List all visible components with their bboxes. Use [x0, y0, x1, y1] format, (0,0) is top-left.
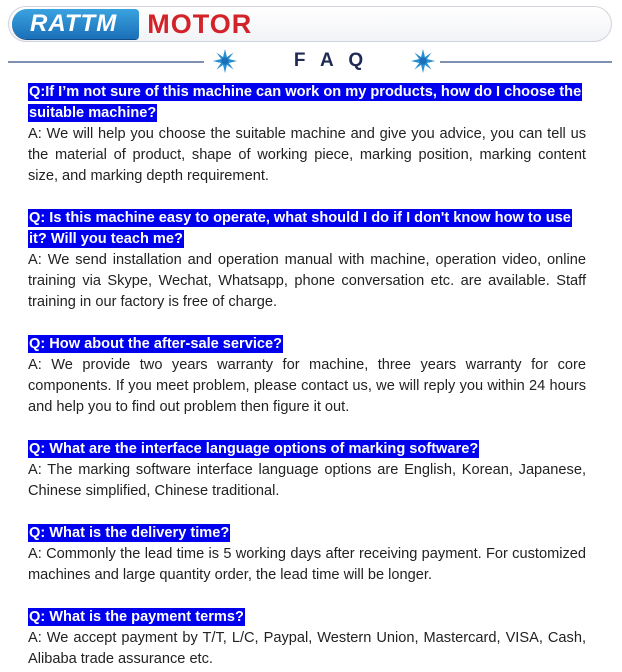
question-text: Q: What are the interface language options of marking software?	[29, 441, 479, 457]
divider-left	[8, 61, 204, 63]
faq-answer: A: We provide two years warranty for machine, three years warranty for core components. If you meet problem, please contact us, we will reply you within 24 hours and help you to find out problem then figure it out.	[28, 357, 586, 415]
faq-question	[28, 607, 586, 628]
brand-logo	[12, 9, 252, 39]
faq-answer: A: Commonly the lead time is 5 working days after receiving payment. For customized machines and large quantity order, the lead time will be longer.	[28, 546, 586, 583]
faq-question	[28, 334, 586, 355]
star-icon	[410, 48, 436, 74]
faq-question	[28, 82, 586, 124]
question-text: Q: What is the delivery time?	[29, 525, 230, 541]
faq-answer: A: We will help you choose the suitable machine and give you advice, you can tell us the material of product, shape of working piece, marking position, marking content size, and marking depth requirement.	[28, 126, 586, 184]
faq-item	[28, 208, 586, 313]
faq-question	[28, 439, 586, 460]
faq-answer: A: We send installation and operation manual with machine, operation video, online training via Skype, Wechat, Whatsapp, phone conversation etc. are available. Staff training in our factory is free of charge.	[28, 252, 586, 310]
brand-name-rattm: RATTM	[12, 9, 139, 39]
faq-answer: A: The marking software interface language options are English, Korean, Japanese, Chinese simplified, Chinese traditional.	[28, 462, 586, 499]
divider-right	[440, 61, 612, 63]
question-text: Q: Is this machine easy to operate, what should I do if I don't know how to use it? Will you teach me?	[29, 210, 571, 247]
star-icon	[212, 48, 238, 74]
faq-item	[28, 523, 586, 586]
faq-item	[28, 334, 586, 418]
faq-question	[28, 208, 586, 250]
faq-question	[28, 523, 586, 544]
faq-item	[28, 439, 586, 502]
faq-item	[28, 82, 586, 187]
question-text: Q:If I’m not sure of this machine can work on my products, how do I choose the suitable machine?	[29, 84, 582, 121]
faq-heading: F A Q	[293, 50, 369, 71]
header	[0, 0, 622, 48]
faq-item	[28, 607, 586, 670]
brand-name-motor: MOTOR	[147, 9, 253, 39]
question-text: Q: How about the after-sale service?	[29, 336, 283, 352]
question-text: Q: What is the payment terms?	[29, 609, 244, 625]
faq-title-bar	[0, 48, 622, 74]
faq-answer: A: We accept payment by T/T, L/C, Paypal, Western Union, Mastercard, VISA, Cash, Alibaba trade assurance etc.	[28, 630, 586, 667]
faq-list	[28, 82, 586, 670]
